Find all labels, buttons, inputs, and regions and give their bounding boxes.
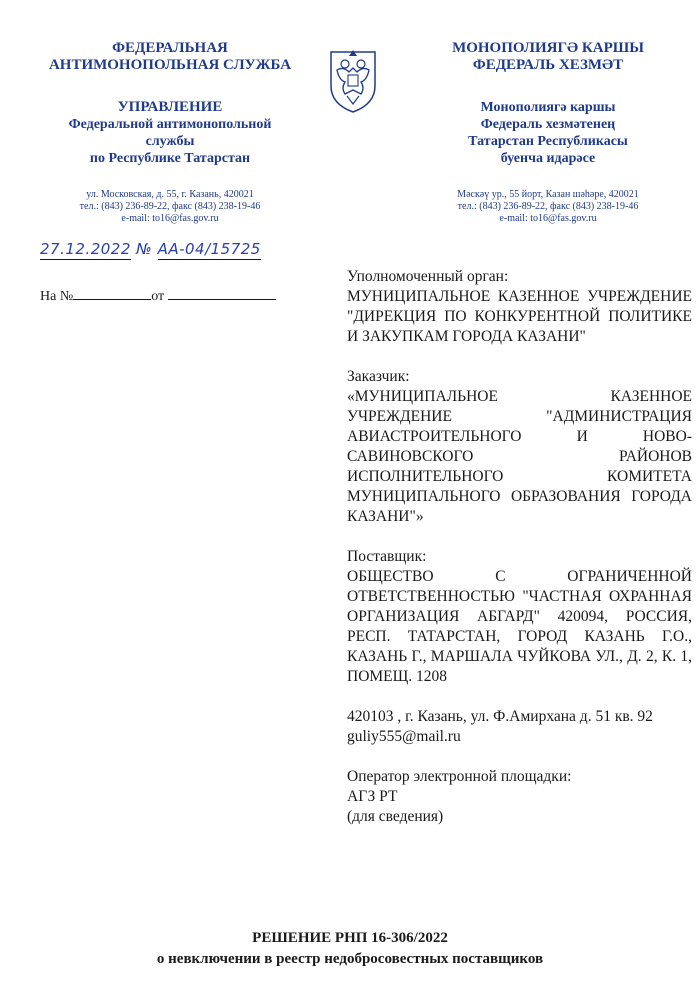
right-address: Мәскәү ур., 55 йорт, Казан шәһәре, 420021 xyxy=(457,189,639,200)
right-dept-line1: Монополиягә каршы xyxy=(480,100,616,115)
right-dept-line3: Татарстан Республикасы xyxy=(468,134,628,149)
operator xyxy=(347,767,692,827)
left-dept-line4: по Республике Татарстан xyxy=(89,151,251,166)
left-department xyxy=(20,99,320,167)
left-agency-line2: АНТИМОНОПОЛЬНАЯ СЛУЖБА xyxy=(48,57,292,73)
left-phone: тел.: (843) 236-89-22, факс (843) 238-19-46 xyxy=(79,201,261,212)
registration-date: 27.12.2022 xyxy=(40,240,131,258)
supplier-text: ОБЩЕСТВО С ОГРАНИЧЕННОЙ ОТВЕТСТВЕННОСТЬЮ "ЧАСТНАЯ ОХРАННАЯ ОРГАНИЗАЦИЯ АБГАРД" 420094, РОССИЯ, РЕСП. ТАТАРСТАН, ГОРОД КАЗАНЬ Г.О., КАЗАНЬ Г., МАРШАЛА ЧУЙКОВА УЛ., Д. 2, К. 1, ПОМЕЩ. 1208 xyxy=(347,568,692,685)
supplier-email: guliy555@mail.ru xyxy=(347,728,461,745)
right-header xyxy=(396,40,700,225)
supplier-address2: 420103 , г. Казань, ул. Ф.Амирхана д. 51 кв. 92 xyxy=(347,708,653,725)
registration-line xyxy=(40,240,340,258)
decision-header xyxy=(0,928,700,970)
registration-number: АА-04/15725 xyxy=(157,240,261,258)
right-agency-line1: МОНОПОЛИЯГӘ КАРШЫ xyxy=(452,40,644,56)
state-emblem-icon xyxy=(325,42,381,114)
right-dept-line2: Федераль хезмәтенең xyxy=(480,117,616,132)
operator-heading: Оператор электронной площадки: xyxy=(347,768,572,785)
right-agency-line2: ФЕДЕРАЛЬ ХЕЗМӘТ xyxy=(472,57,624,73)
reference-date-blank xyxy=(168,287,276,300)
supplier xyxy=(347,547,692,687)
reference-no-label: На № xyxy=(40,289,74,304)
customer-text: «МУНИЦИПАЛЬНОЕ КАЗЕННОЕ УЧРЕЖДЕНИЕ "АДМИНИСТРАЦИЯ АВИАСТРОИТЕЛЬНОГО И НОВО-САВИНОВСКОГО РАЙОНОВ ИСПОЛНИТЕЛЬНОГО КОМИТЕТА МУНИЦИПАЛЬНОГО ОБРАЗОВАНИЯ ГОРОДА КАЗАНИ"» xyxy=(347,388,692,525)
right-department xyxy=(396,99,700,167)
customer-heading: Заказчик: xyxy=(347,368,410,385)
operator-note: (для сведения) xyxy=(347,808,444,825)
reference-from-label: от xyxy=(151,289,165,304)
left-agency-line1: ФЕДЕРАЛЬНАЯ xyxy=(112,40,228,56)
left-header xyxy=(20,40,320,225)
registration-no-label: № xyxy=(136,240,153,258)
supplier-contacts xyxy=(347,707,692,747)
authorized-body-heading: Уполномоченный орган: xyxy=(347,268,509,285)
reference-number-blank xyxy=(73,287,151,300)
recipients-block xyxy=(347,267,692,847)
reference-line xyxy=(40,287,276,305)
decision-subtitle: о невключении в реестр недобросовестных поставщиков xyxy=(156,951,544,967)
left-email: e-mail: to16@fas.gov.ru xyxy=(121,213,219,224)
left-contacts xyxy=(20,189,320,225)
left-address: ул. Московская, д. 55, г. Казань, 420021 xyxy=(86,189,254,200)
customer xyxy=(347,367,692,527)
right-email: e-mail: to16@fas.gov.ru xyxy=(499,213,597,224)
authorized-body xyxy=(347,267,692,347)
authorized-body-text: МУНИЦИПАЛЬНОЕ КАЗЕННОЕ УЧРЕЖДЕНИЕ "ДИРЕКЦИЯ ПО КОНКУРЕНТНОЙ ПОЛИТИКЕ И ЗАКУПКАМ ГОРОДА КАЗАНИ" xyxy=(347,288,692,345)
decision-title: РЕШЕНИЕ РНП 16-306/2022 xyxy=(252,930,448,946)
right-phone: тел.: (843) 236-89-22, факс (843) 238-19-46 xyxy=(457,201,639,212)
left-dept-line2: Федеральной антимонопольной xyxy=(68,117,272,132)
supplier-heading: Поставщик: xyxy=(347,548,427,565)
left-dept-line3: службы xyxy=(145,134,195,149)
operator-name: АГЗ РТ xyxy=(347,788,398,805)
right-contacts xyxy=(396,189,700,225)
left-dept-line1: УПРАВЛЕНИЕ xyxy=(117,99,223,115)
right-dept-line4: буенча идарәсе xyxy=(500,151,596,166)
